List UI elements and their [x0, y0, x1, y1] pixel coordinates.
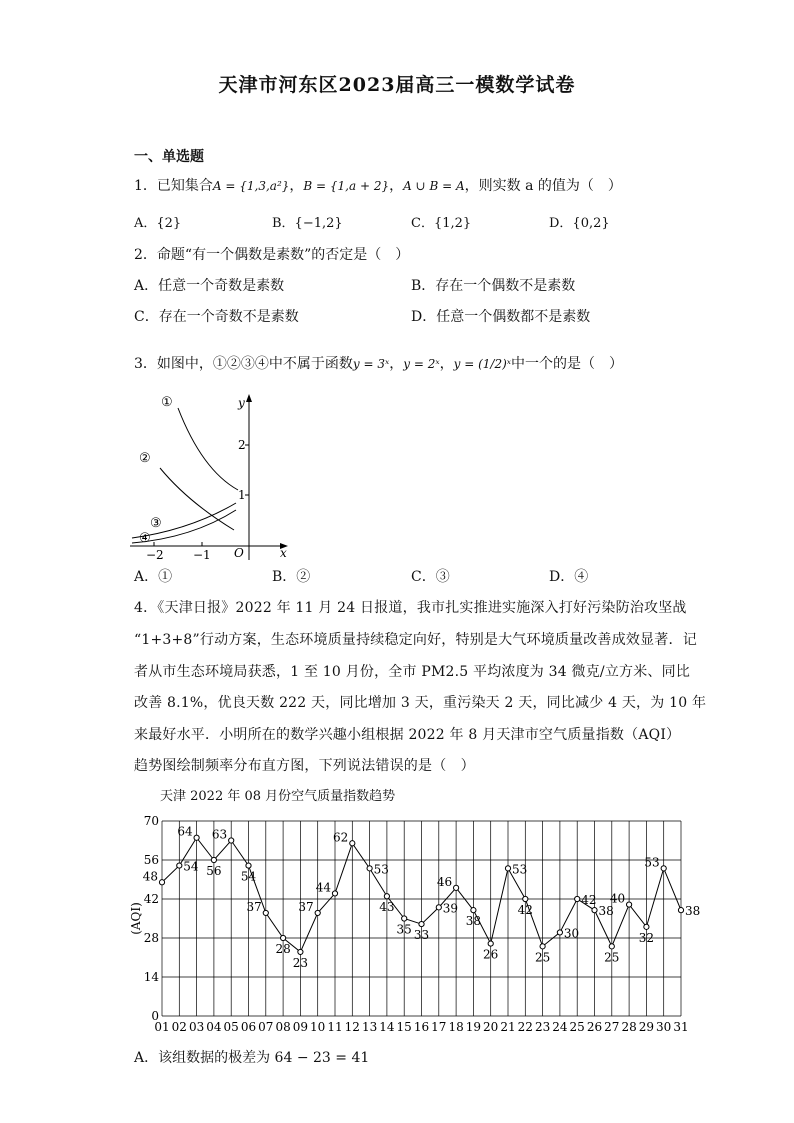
x-tick-label: 09 [292, 1020, 309, 1034]
x-tick-label: 14 [379, 1020, 395, 1034]
q1-option-b[interactable]: B．{−1,2} [272, 216, 343, 231]
y-axis-label: y [238, 396, 245, 410]
data-point [609, 944, 614, 949]
x-tick-label: 06 [240, 1020, 257, 1034]
data-point [471, 908, 476, 913]
x-tick-label: 10 [310, 1020, 326, 1034]
x-tick-label: 18 [448, 1020, 464, 1034]
data-point [644, 924, 649, 929]
data-label: 46 [436, 874, 453, 889]
data-point [367, 866, 372, 871]
data-point [350, 841, 355, 846]
data-label: 53 [644, 855, 660, 870]
x-tick-label: 29 [638, 1020, 655, 1034]
data-label: 48 [142, 869, 158, 884]
q3-func-2: y = 2ˣ [403, 357, 440, 371]
x-tick-label: 12 [344, 1020, 360, 1034]
q1-option-d[interactable]: D．{0,2} [549, 216, 610, 231]
q4-line-4: 改善 8.1%，优良天数 222 天，同比增加 3 天，重污染天 2 天，同比减少 4 天，为 10 年 [134, 695, 707, 711]
q1-suffix: ，则实数 a 的值为（ ） [464, 178, 622, 194]
data-point [661, 866, 666, 871]
y-tick-label: 70 [143, 814, 159, 828]
q4-line-1: 4．《天津日报》2022 年 11 月 24 日报道，我市扎实推进实施深入打好污染防治攻坚战 [134, 600, 687, 616]
q3-suffix: 中一个的是（ ） [511, 356, 624, 372]
data-point [281, 935, 286, 940]
x-tick-label: 02 [171, 1020, 187, 1034]
curve-2 [160, 468, 234, 530]
data-label: 25 [604, 950, 620, 965]
q4-option-a[interactable]: A．该组数据的极差为 64 − 23 = 41 [134, 1050, 370, 1066]
q1-option-a[interactable]: A．{2} [134, 216, 182, 231]
curve-label-4: ④ [139, 531, 151, 546]
y-tick-label: 42 [143, 892, 159, 906]
curve-label-1: ① [161, 395, 173, 410]
q4-line-6: 趋势图绘制频率分布直方图，下列说法错误的是（ ） [134, 758, 475, 774]
data-point [454, 885, 459, 890]
data-label: 32 [638, 930, 655, 945]
x-tick-label: 13 [361, 1020, 378, 1034]
q1-sep1: ， [289, 178, 304, 194]
q2-option-b[interactable]: B．存在一个偶数不是素数 [411, 278, 576, 294]
q1-condition: A ∪ B = A [403, 179, 465, 193]
x-tick-label: 19 [465, 1020, 482, 1034]
q2-option-a[interactable]: A．任意一个奇数是素数 [134, 278, 285, 294]
data-point [298, 949, 303, 954]
q2-option-d[interactable]: D．任意一个偶数都不是素数 [411, 309, 591, 325]
x-tick-label: 07 [258, 1020, 274, 1034]
q3-func-3: y = (1/2)ˣ [453, 357, 512, 371]
question-3-stem [134, 353, 623, 373]
data-point [540, 944, 545, 949]
q3-prefix: 3．如图中，①②③④中不属于函数 [134, 356, 353, 372]
x-tick-label: 11 [327, 1020, 343, 1034]
x-tick-label: 23 [534, 1020, 551, 1034]
x-tick-label: 28 [621, 1020, 637, 1034]
data-label: 40 [609, 891, 626, 906]
x-tick-label: 01 [154, 1020, 170, 1034]
x-axis-label: x [280, 546, 287, 560]
data-point [177, 863, 182, 868]
q4-line-5: 来最好水平．小明所在的数学兴趣小组根据 2022 年 8 月天津市空气质量指数（AQI） [134, 727, 681, 743]
x-tick-label: 27 [604, 1020, 620, 1034]
origin-label: O [234, 546, 244, 560]
data-label: 54 [240, 869, 257, 884]
data-label: 35 [396, 922, 412, 937]
y-tick-label-1: 1 [238, 488, 246, 502]
data-point [575, 896, 580, 901]
data-label: 33 [413, 928, 430, 943]
q2-option-c[interactable]: C．存在一个奇数不是素数 [134, 309, 299, 325]
data-label: 26 [483, 947, 499, 962]
data-label: 63 [211, 827, 228, 842]
data-label: 42 [581, 893, 597, 907]
x-tick-label: 31 [673, 1020, 689, 1034]
data-point [592, 908, 597, 913]
question-1-stem [134, 175, 622, 195]
curve-label-2: ② [139, 451, 151, 466]
q3-sep1: ， [389, 356, 404, 372]
question-2-stem: 2．命题“有一个偶数是素数”的否定是（ ） [134, 247, 410, 263]
data-label: 25 [534, 950, 551, 965]
q3-func-1: y = 3ˣ [352, 357, 390, 371]
data-label: 53 [373, 862, 389, 877]
q1-prefix: 1．已知集合 [134, 178, 213, 194]
data-point [419, 921, 424, 926]
data-label: 53 [512, 862, 528, 877]
y-axis-title: (AQI) [129, 902, 143, 935]
x-tick-label: 17 [431, 1020, 447, 1034]
x-tick-label: 24 [552, 1020, 568, 1034]
data-label: 64 [177, 824, 193, 839]
x-tick-label: 16 [413, 1020, 430, 1034]
x-tick-label: 15 [396, 1020, 412, 1034]
x-tick-label: 26 [586, 1020, 603, 1034]
data-point [384, 894, 389, 899]
q1-option-c[interactable]: C．{1,2} [411, 216, 472, 231]
data-label: 38 [598, 904, 614, 919]
x-tick-label: 22 [517, 1020, 533, 1034]
data-label: 42 [517, 903, 533, 917]
data-point [194, 835, 199, 840]
x-tick-label: 21 [500, 1020, 516, 1034]
data-point [211, 857, 216, 862]
curve-label-3: ③ [150, 516, 162, 531]
data-point [332, 891, 337, 896]
data-label: 37 [246, 899, 262, 914]
x-tick-label: 05 [223, 1020, 239, 1034]
y-tick-label: 28 [143, 931, 159, 945]
q3-option-a[interactable]: A．① [134, 569, 173, 585]
x-tick-label: 08 [275, 1020, 291, 1034]
data-point [263, 910, 268, 915]
q4-line-3: 者从市生态环境局获悉，1 至 10 月份，全市 PM2.5 平均浓度为 34 微克/立方米、同比 [134, 664, 691, 680]
data-point [436, 905, 441, 910]
data-label: 30 [563, 926, 580, 941]
data-label: 28 [275, 942, 291, 956]
data-label: 39 [442, 901, 459, 916]
data-point [159, 880, 164, 885]
data-label: 38 [685, 904, 701, 919]
data-label: 54 [183, 859, 199, 874]
x-tick-label: 30 [656, 1020, 672, 1034]
y-tick-label-2: 2 [238, 438, 246, 452]
data-label: 37 [298, 899, 314, 914]
q3-option-b[interactable]: B．② [272, 569, 311, 585]
data-label: 62 [333, 830, 349, 845]
x-tick-label-neg2: −2 [146, 548, 164, 562]
chart-title: 天津 2022 年 08 月份空气质量指数趋势 [160, 789, 396, 804]
data-point [627, 902, 632, 907]
y-axis-arrow [246, 394, 252, 402]
x-tick-label: 25 [569, 1020, 585, 1034]
data-label: 43 [379, 900, 395, 915]
data-point [246, 863, 251, 868]
data-point [402, 916, 407, 921]
data-label: 44 [315, 880, 331, 895]
q4-line-2: “1+3+8”行动方案，生态环境质量持续稳定向好，特别是大气环境质量改善成效显著．记 [134, 632, 697, 648]
data-point [557, 930, 562, 935]
x-tick-label-neg1: −1 [193, 548, 211, 562]
data-point [523, 896, 528, 901]
data-label: 56 [206, 864, 222, 878]
x-tick-label: 20 [483, 1020, 499, 1034]
q3-function-graph [130, 390, 295, 562]
section-heading: 一、单选题 [134, 149, 204, 165]
aqi-trend-chart [120, 805, 701, 1045]
q1-set-b: B = {1,a + 2} [303, 179, 390, 193]
curve-1 [178, 408, 238, 490]
q3-option-d[interactable]: D．④ [549, 569, 589, 585]
data-point [229, 838, 234, 843]
y-tick-label: 0 [151, 1009, 159, 1023]
y-tick-label: 56 [143, 853, 159, 867]
q3-sep2: ， [439, 356, 454, 372]
q1-set-a: A = {1,3,a²} [212, 179, 290, 193]
q3-option-c[interactable]: C．③ [411, 569, 450, 585]
x-tick-label: 04 [206, 1020, 222, 1034]
data-label: 38 [465, 914, 482, 929]
page-title: 天津市河东区2023届高三一模数学试卷 [218, 74, 576, 96]
q1-sep2: ， [389, 178, 404, 194]
data-point [505, 866, 510, 871]
data-point [315, 910, 320, 915]
data-point [488, 941, 493, 946]
data-point [678, 908, 683, 913]
y-tick-label: 14 [143, 970, 159, 984]
data-label: 23 [292, 955, 309, 970]
x-tick-label: 03 [188, 1020, 205, 1034]
